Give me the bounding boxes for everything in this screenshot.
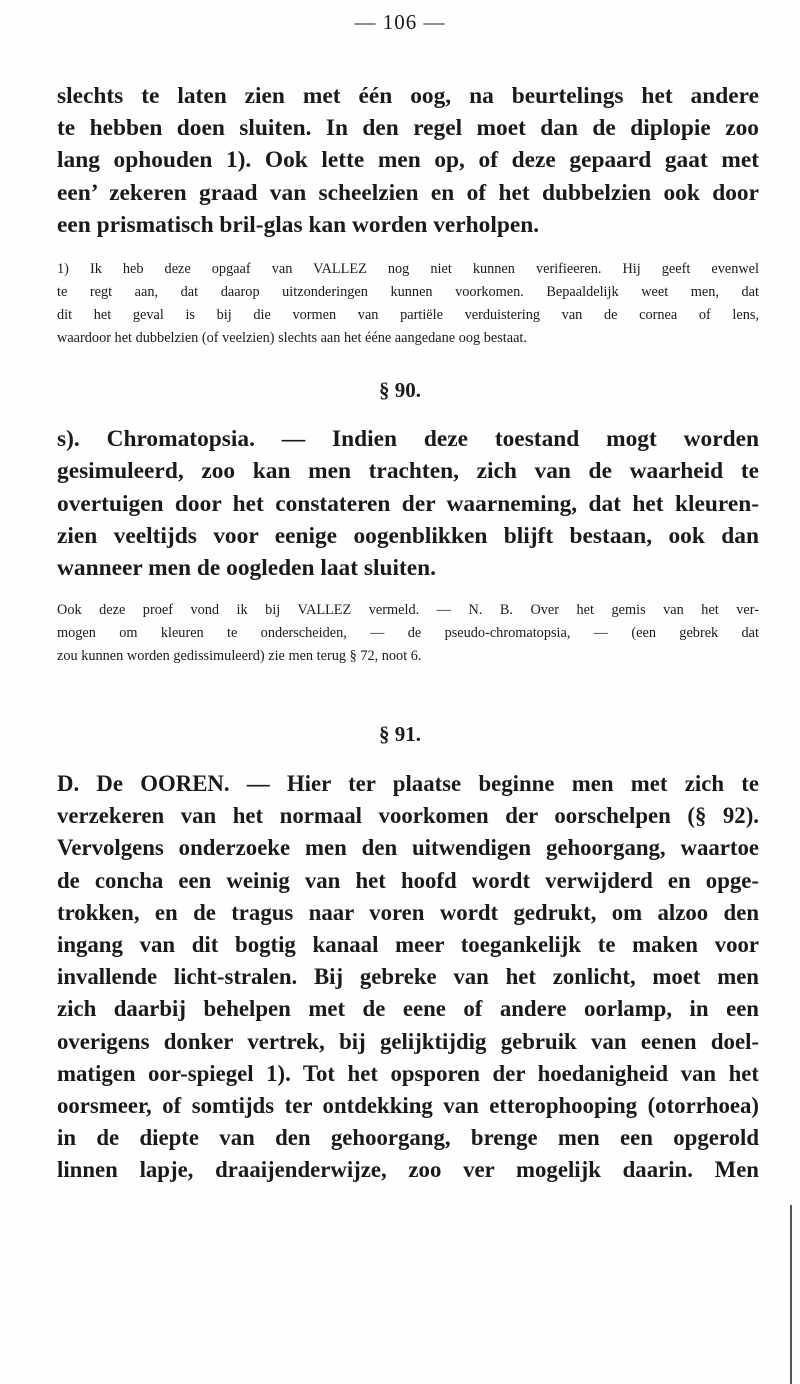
text-line: zich daarbij behelpen met de eene of andere oorlamp, in een bbox=[57, 996, 759, 1022]
text-line: in de diepte van den gehoorgang, brenge men een opgerold bbox=[57, 1125, 759, 1151]
section-heading-91: § 91. bbox=[379, 722, 421, 746]
text-line: linnen lapje, draaijenderwijze, zoo ver mogelijk daarin. Men bbox=[57, 1157, 759, 1183]
text-line: Vervolgens onderzoeke men den uitwendigen gehoorgang, waartoe bbox=[57, 835, 759, 861]
text-line: ingang van dit bogtig kanaal meer toegankelijk te maken voor bbox=[57, 932, 759, 958]
text-line: verzekeren van het normaal voorkomen der oorschelpen (§ 92). bbox=[57, 803, 759, 829]
footnote-line: waardoor het dubbelzien (of veelzien) slechts aan het ééne aangedane oog bestaat. bbox=[57, 330, 527, 346]
text-line: oorsmeer, of somtijds ter ontdekking van etterophooping (otorrhoea) bbox=[57, 1093, 759, 1119]
footnote-chromatopsia bbox=[57, 599, 759, 668]
footnote-line: zou kunnen worden gedissimuleerd) zie men terug § 72, noot 6. bbox=[57, 648, 422, 664]
text-line: de concha een weinig van het hoofd wordt verwijderd en opge- bbox=[57, 867, 759, 893]
page-number: — 106 — bbox=[354, 10, 446, 34]
text-line: overtuigen door het constateren der waarneming, dat het kleuren- bbox=[57, 490, 759, 517]
text-line: invallende licht-stralen. Bij gebreke van het zonlicht, moet men bbox=[57, 964, 759, 990]
text-line: een prismatisch bril-glas kan worden verholpen. bbox=[57, 211, 540, 238]
text-line: een’ zekeren graad van scheelzien en of het dubbelzien ook door bbox=[57, 179, 759, 206]
text-line: gesimuleerd, zoo kan men trachten, zich van de waarheid te bbox=[57, 458, 759, 485]
footnote-line: 1) Ik heb deze opgaaf van VALLEZ nog niet kunnen verifieeren. Hij geeft evenwel bbox=[57, 261, 759, 277]
page-edge-shadow bbox=[790, 1205, 792, 1384]
paragraph-diplopie bbox=[57, 80, 759, 241]
footnote-line: mogen om kleuren te onderscheiden, — de pseudo-chromatopsia, — (een gebrek dat bbox=[57, 625, 759, 641]
text-line: overigens donker vertrek, bij gelijktijdig gebruik van eenen doel- bbox=[57, 1028, 759, 1054]
footnote-line: Ook deze proef vond ik bij VALLEZ vermeld. — N. B. Over het gemis van het ver- bbox=[57, 602, 759, 618]
text-line: matigen oor-spiegel 1). Tot het opsporen der hoedanigheid van het bbox=[57, 1060, 759, 1086]
paragraph-ooren bbox=[57, 768, 759, 1187]
text-line: te hebben doen sluiten. In den regel moet dan de diplopie zoo bbox=[57, 115, 759, 142]
footnote-vallez bbox=[57, 258, 759, 350]
text-line: D. De OOREN. — Hier ter plaatse beginne men met zich te bbox=[57, 771, 759, 796]
text-line: trokken, en de tragus naar voren wordt gedrukt, om alzoo den bbox=[57, 899, 759, 925]
section-heading-90: § 90. bbox=[379, 378, 421, 402]
text-line: lang ophouden 1). Ook lette men op, of deze gepaard gaat met bbox=[57, 147, 759, 174]
text-line: s). Chromatopsia. — Indien deze toestand mogt worden bbox=[57, 426, 759, 452]
text-line: slechts te laten zien met één oog, na beurtelings het andere bbox=[57, 83, 759, 109]
text-line: zien veeltijds voor eenige oogenblikken blijft bestaan, ook dan bbox=[57, 522, 759, 549]
footnote-line: dit het geval is bij die vormen van partiële verduistering van de cornea of lens, bbox=[57, 307, 759, 323]
footnote-line: te regt aan, dat daarop uitzonderingen kunnen voorkomen. Bepaaldelijk weet men, dat bbox=[57, 284, 759, 300]
paragraph-chromatopsia bbox=[57, 423, 759, 584]
text-line: wanneer men de oogleden laat sluiten. bbox=[57, 555, 437, 582]
